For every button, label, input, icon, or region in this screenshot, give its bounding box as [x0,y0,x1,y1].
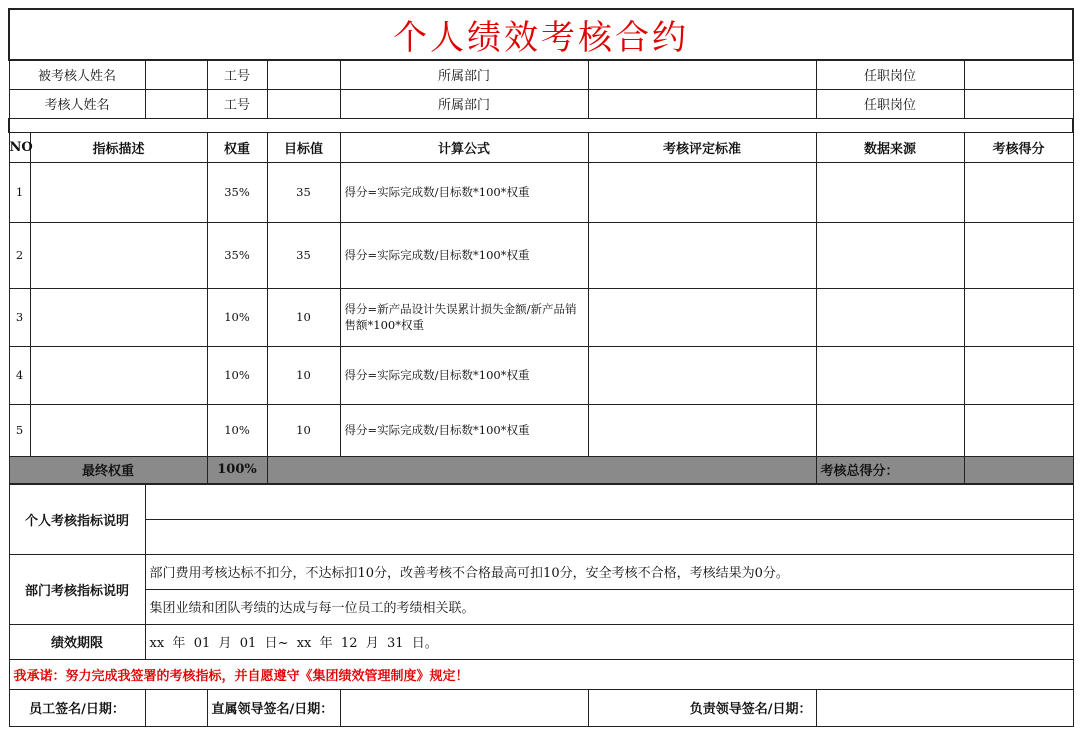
appraiser-department-label: 所属部门 [340,89,588,118]
appraisee-name-label: 被考核人姓名 [9,60,145,89]
appraiser-name-label: 考核人姓名 [9,89,145,118]
appraisee-position-label: 任职岗位 [816,60,964,89]
row-no: 5 [9,404,30,456]
dept-indicator-line-2: 集团业绩和团队考绩的达成与每一位员工的考绩相关联。 [145,589,1073,624]
row-weight: 10% [207,404,267,456]
row-no: 2 [9,222,30,288]
row-no: 1 [9,162,30,222]
row-formula: 得分=新产品设计失误累计损失金额/新产品销售额*100*权重 [340,288,588,346]
row-description[interactable] [30,346,207,404]
appraisee-name-field[interactable] [145,60,207,89]
appraiser-job-no-field[interactable] [267,89,340,118]
row-score[interactable] [964,288,1073,346]
row-weight: 10% [207,288,267,346]
supervisor-signature-label: 直属领导签名/日期： [207,689,340,726]
table-row [9,346,1073,404]
row-score[interactable] [964,346,1073,404]
col-header-score: 考核得分 [964,132,1073,162]
period-label: 绩效期限 [9,624,145,659]
leader-signature-field[interactable] [816,689,1073,726]
appraiser-department-field[interactable] [588,89,816,118]
col-header-formula: 计算公式 [340,132,588,162]
col-header-weight: 权重 [207,132,267,162]
row-target: 10 [267,288,340,346]
row-no: 4 [9,346,30,404]
row-description[interactable] [30,404,207,456]
final-weight-label: 最终权重 [9,456,207,484]
table-row [9,162,1073,222]
col-header-target: 目标值 [267,132,340,162]
col-header-no: NO [9,132,30,162]
row-description[interactable] [30,288,207,346]
performance-contract-table [8,8,1074,727]
row-criteria[interactable] [588,404,816,456]
row-weight: 35% [207,222,267,288]
supervisor-signature-field[interactable] [340,689,588,726]
appraiser-position-label: 任职岗位 [816,89,964,118]
row-criteria[interactable] [588,222,816,288]
appraiser-position-field[interactable] [964,89,1073,118]
row-target: 35 [267,162,340,222]
page-title: 个人绩效考核合约 [9,9,1073,60]
appraisee-position-field[interactable] [964,60,1073,89]
col-header-description: 指标描述 [30,132,207,162]
final-weight-value: 100% [207,456,267,484]
commitment-text: 我承诺：努力完成我签署的考核指标，并自愿遵守《集团绩效管理制度》规定！ [9,659,1073,689]
personal-indicator-line-1[interactable] [145,484,1073,519]
row-target: 10 [267,346,340,404]
row-target: 35 [267,222,340,288]
row-formula: 得分=实际完成数/目标数*100*权重 [340,222,588,288]
row-source[interactable] [816,222,964,288]
total-score-label: 考核总得分： [816,456,964,484]
personal-indicator-line-2[interactable] [145,519,1073,554]
row-criteria[interactable] [588,346,816,404]
row-formula: 得分=实际完成数/目标数*100*权重 [340,346,588,404]
appraisee-department-field[interactable] [588,60,816,89]
row-source[interactable] [816,162,964,222]
row-formula: 得分=实际完成数/目标数*100*权重 [340,162,588,222]
appraiser-job-no-label: 工号 [207,89,267,118]
row-score[interactable] [964,222,1073,288]
row-target: 10 [267,404,340,456]
table-row [9,288,1073,346]
total-score-field[interactable] [964,456,1073,484]
table-row [9,222,1073,288]
appraisee-job-no-field[interactable] [267,60,340,89]
employee-signature-label: 员工签名/日期： [9,689,145,726]
appraisee-job-no-label: 工号 [207,60,267,89]
leader-signature-label: 负责领导签名/日期： [588,689,816,726]
personal-indicator-label: 个人考核指标说明 [9,484,145,554]
row-no: 3 [9,288,30,346]
period-value: xx 年 01 月 01 日~ xx 年 12 月 31 日。 [145,624,1073,659]
row-source[interactable] [816,346,964,404]
dept-indicator-label: 部门考核指标说明 [9,554,145,624]
appraisee-department-label: 所属部门 [340,60,588,89]
row-weight: 35% [207,162,267,222]
employee-signature-field[interactable] [145,689,207,726]
row-score[interactable] [964,162,1073,222]
col-header-criteria: 考核评定标准 [588,132,816,162]
row-score[interactable] [964,404,1073,456]
row-source[interactable] [816,288,964,346]
row-criteria[interactable] [588,288,816,346]
dept-indicator-line-1: 部门费用考核达标不扣分，不达标扣10分，改善考核不合格最高可扣10分，安全考核不合格，考核结果为0分。 [145,554,1073,589]
row-description[interactable] [30,222,207,288]
total-spacer [267,456,816,484]
row-formula: 得分=实际完成数/目标数*100*权重 [340,404,588,456]
col-header-source: 数据来源 [816,132,964,162]
row-criteria[interactable] [588,162,816,222]
row-description[interactable] [30,162,207,222]
section-divider [9,118,1073,132]
row-source[interactable] [816,404,964,456]
row-weight: 10% [207,346,267,404]
appraiser-name-field[interactable] [145,89,207,118]
table-row [9,404,1073,456]
